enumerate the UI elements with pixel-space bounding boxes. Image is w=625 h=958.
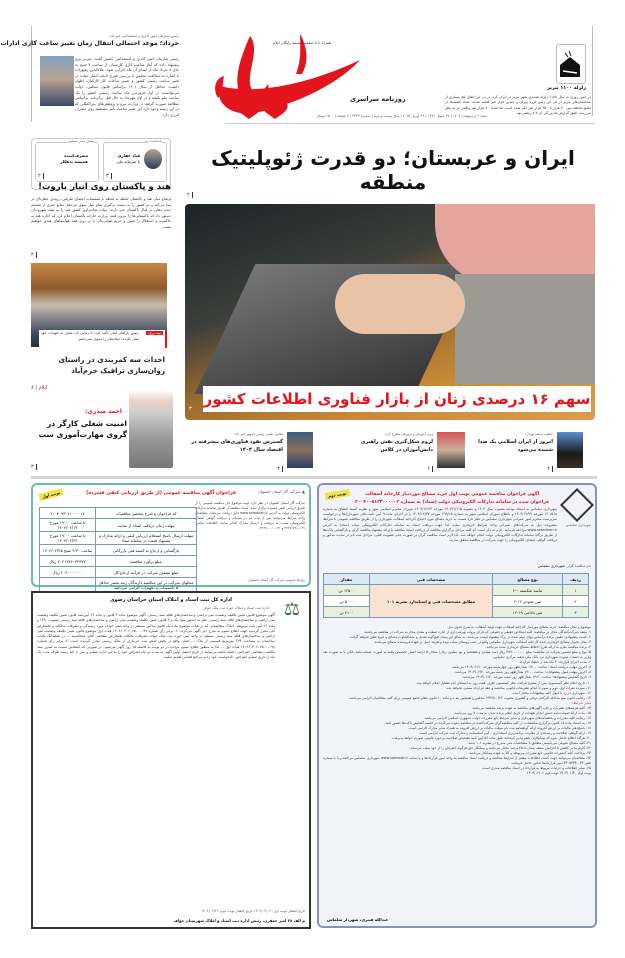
earthquake-house-icon [556, 44, 586, 84]
sleeve-shape [455, 274, 595, 384]
asphalt-clause: ۱۹- ارائه گواهی صلاحیت و رتبه‌بندی از معاونت برنامه‌ریزی استانداری - کپی اساسنامه و مدارک ثبت شرکت الزامی است. [418, 730, 591, 735]
registry-subtitle: اداره ثبت اسناد و املاک حوزه ثبت ملک خواف [202, 606, 269, 610]
registry-title: اداره کل ثبت اسناد و املاک استان خراسان رضوی [109, 597, 232, 603]
worker-photo [129, 390, 173, 468]
asphalt-clause: ۱۰- تاریخ اعلام نظر کمیسیون: پس از مفتوح قرائت، نظر کمیسیون ظرف هفت روز به استثنای ایام تعطیل اعلام خواهد شد. [415, 680, 591, 685]
mini-story-1-photo [557, 432, 583, 468]
asphalt-org-label: نام مناقصه گزار: [565, 564, 591, 568]
author-avatar [144, 149, 162, 169]
registry-body: آگهی موضوع قانون تعیین تکلیف وضعیت ثبتی اراضی و ساختمان‌های فاقد سند رسمی. آگهی موضوع ماده ۳ قانون و ماده ۱۳ آیین‌نامه قانون تعیین تکلیف وضعیت ثبتی اراضی و ساختمان‌های فاقد سند رسمی. نظر به دستور مواد یک و ۳ قانون تعیین تکلیف وضعیت ثبتی اراضی و ساختمان‌های فاقد سند رسمی مصوب ۱۳۹۰ و ماده ۱۳ آیین نامه مربوطه، املاک متقاضیانی که در هیأت موضوع ماده یک قانون مذکور مستقر در واحد ثبتی خواف مورد رسیدگی و تصرفات مالکانه و بلامعارض آنان محرز گردیده جهت اطلاع عموم به شرح ذیل آگهی می‌گردد. ۱- برابر رأی شماره ۱۴۰۴۶۰۳۰۶۰۷۵۰۰۰۰۹۷ هیأت اول موضوع قانون تعیین تکلیف وضعیت ثبتی اراضی و ساختمان‌های فاقد سند رسمی مستقر در واحد ثبتی حوزه ثبت ملک خواف تصرفات مالکانه بلامعارض متقاضی آقای عبدالحمید ... در ششدانگ یکباب ساختمان به مساحت ۲۷۴ مترمربع قسمتی از پلاک ... اصلی واقع در بخش شش ثبت خریداری از مالک رسمی محرز گردیده است. ۲- برابر رأی شماره ۱۴۰۴۶۰۳۰۶۰۷۵۰۰۰۰۹۸ هیأت اول ... لذا به منظور اطلاع عموم مراتب در دو نوبت به فاصله ۱۵ روز آگهی می‌شود. در صورتی که اشخاص نسبت به صدور سند مالکیت متقاضی اعتراضی داشته باشند می‌توانند از تاریخ انتشار اولین آگهی به مدت دو ماه اعتراض خود را به این اداره تسلیم و پس از اخذ رسید ظرف مدت یک ماه از تاریخ تسلیم اعتراض، دادخواست خود را به مراجع قضایی تقدیم نمایند. [37, 613, 276, 660]
gas-cell: تا ساعت ۱۹:۰۰ مورخ ۱۴۰۴/۰۲/۱۳ [40, 519, 96, 532]
gas-cell: ساعت ۹:۳۰ صبح ۱۴۰۴/۰۲/۲۵ [40, 545, 96, 556]
asphalt-clause: نوبت اول ۱۴۰۴/۰۱/۳۰ نوبت دوم ۱۴۰۴/۰۲/۰۶ [526, 771, 591, 776]
top-right-title[interactable]: زلزله ۱۱۰۰ تبریز [547, 86, 586, 91]
berri-label: نبیه بری: [147, 331, 161, 335]
asphalt-badge: نوبت دوم [325, 489, 350, 500]
top-left-photo [40, 56, 74, 106]
asphalt-clause: ۴- برنده مناقصه ملزم به ارائه طرح اختلاط مصالح خریداری شده می‌باشد. [485, 645, 591, 650]
left-story-title[interactable]: هند و پاکستان روی انبار باروت! [38, 182, 171, 192]
column-1[interactable] [103, 139, 167, 182]
mini-story-2-title: لزوم شکل‌گیری نقش راهبری دانش‌آموزان در کلاس [360, 439, 433, 453]
gas-cell: ۲۰۴۱۹۳۶۰۳۴۳۷۷ ریال [40, 556, 96, 567]
asphalt-clause: ۵- نوع و مبلغ تضمین شرکت در مناقصه: مبلغ ۳۸۹۰۰۰۰۰۰۰ ریال (سه میلیارد و هشتصد و نود میلیون ریال) معادل ۵ درصد اعتبار تخصیص یافته به صورت ضمانت‌نامه بانکی یا به صورت نقد واریز به حساب سپرده شهرداری نزد بانک ملی شعبه مرکزی سلماس. [323, 650, 591, 660]
asphalt-clause: ۱۶- رعایت کلیه مقررات و بخشنامه‌های شهرداری و سایر شرایط تابع مقررات دولت جمهوری اسلامی الزامی می‌باشد. [423, 715, 591, 720]
asphalt-tender-ad [317, 483, 597, 928]
row-1-qty: ۱۲۵۰۰ تن [324, 585, 370, 596]
asphalt-clauses [323, 625, 591, 913]
registry-signature: م الف ۲۸ امیر جعفری، رئیس اداره ثبت اسناد و املاک شهرستان خواف [173, 918, 305, 923]
spec-cell: مطابق مشخصات فنی و استاندارد نشریه ۱۰۱ [370, 585, 493, 618]
asphalt-clause: ۷- آخرین مهلت دریافت اسناد: ساعت ۱۹:۰۰ بعدازظهر روز چهارشنبه مورخه ۱۴۰۴/۰۲/۱۰ می‌باشد. [451, 665, 591, 670]
hands-shape [335, 274, 465, 334]
asphalt-clause: ۲- قیمت پیشنهادی: تعیین برنده براساس بهای تمام شده در برگ پیشنهاد قیمت می‌باشد. به مبالغ این پیمان هیچ‌گونه تعدیل و مابه‌التفاوت مصالح و غیره تعلق نخواهد گرفت. [348, 635, 591, 640]
th-qty: مقدار [324, 574, 370, 585]
top-left-title[interactable]: خرداد؛ موعد احتمالی انتقال زمان تغییر ساعت کاری ادارات [0, 40, 179, 47]
gas-table [39, 507, 197, 592]
asphalt-clause: ۲۱- کلیه مصالح تحویلی می‌بایستی مطابق با مشخصات فنی مندرج در نشریه ۱۰۱ باشد. [467, 741, 591, 746]
row-2-qty: ۵۰۰۰ تن [324, 596, 370, 607]
row-1-item: ماسه شکسته ۰-۶ [493, 585, 563, 596]
asphalt-table [323, 573, 589, 618]
mini-story-1[interactable] [473, 432, 583, 472]
gas-footer: روابط عمومی شرکت گاز استان اصفهان [247, 578, 305, 582]
main-photo-caption-text: سهم ۱۶ درصدی زنان از بازار فناوری اطلاعات کشور [203, 390, 591, 408]
gas-cell: بازگشایی و ارجاع به کمیته فنی بازرگانی [96, 545, 197, 556]
masthead-logo[interactable] [210, 14, 370, 124]
asphalt-intro: شهرداری سلماس به استناد بودجه مصوب سال ۱۴۰۴ و مصوبه ۱۴۰۳/۱۲/۱۵ مورخه ۱۴۰۳/۱۲/۲۳ شورای محترم اسلامی شهر و نظریه کمیته انطباق به شماره ۱۴۰/۵۱۸ مورخه ۱۴۰۳/۱۲/۲۹ و باطلاع شورای اسلامی شهر به شماره ۲۹۹/۱۵ مورخه ۱۴۰۳/۱۲/۲۷ و در اجرای ماده ۹ آیین نامه مالی شهرداری‌ها و درخواست سرپرست محترم امور عمرانی شهرداری سلماس در نظر دارد نسبت به خرید مصالح مورد احتیاج کارخانه آسفالت شهرداری را از طریق مناقصه عمومی با شرایط مشروحه ذیل به شرکت‌های عمرانی واجد شرایط خریداری نماید. لذا جهت دریافت اسناد به سامانه تدارکات الکترونیکی دولت (ستاد) به آدرس www.setadiran.ir مراجعه فرمایید. لازم به ذکر است که کلیه مراحل برگزاری مناقصه از دریافت اسناد مناقصه تا ارائه پیشنهاد مناقصه گران و بازگشایی پاکت‌ها از طریق درگاه سامانه تدارکات الکترونیکی دولت انجام خواهد شد. لذا لازم است مناقصه گران در صورت عدم عضویت قبلی، مراحل ثبت نام در سایت مذکور و دریافت گواهی امضای الکترونیکی را جهت شرکت در مناقصه محقق سازند. [323, 507, 557, 543]
table-row [40, 545, 197, 556]
column-2-author: مصرف‌کننده [64, 153, 88, 158]
gas-cell: تا ساعت ۱۹:۰۰ مورخ ۱۴۰۴/۰۲/۲۴ [40, 532, 96, 545]
th-spec: مشخصات فنی [370, 574, 493, 585]
main-photo[interactable] [185, 204, 595, 420]
mini-story-3-photo [287, 432, 313, 468]
top-left-kicker: رئیس سازمان امور اداری و استخدامی خبر داد: [108, 34, 179, 38]
row-1-n: ۱ [563, 585, 589, 596]
asphalt-clause: سایر شرایط: [572, 700, 591, 705]
khorramabad-page: ۶ [31, 385, 34, 391]
berri-caption-box [39, 330, 167, 348]
row-3-n: ۳ [563, 607, 589, 618]
berri-caption: رئیس پارلمان لبنان تأکید کرد: تا زمانی که دشمن به تعهدات خود عمل نکرده، سلاحمان را تحویل نمی‌دهیم. [41, 331, 139, 341]
table-row [40, 532, 197, 545]
table-row [40, 556, 197, 567]
asphalt-clause: ۱۸- پاسخ‌دهی مالیات بر ارزش افزوده ارائه گواهینامه ثبت نام موقت مالیات بر ارزش افزوده به همراه سایر مدارک الزامی است. [408, 725, 591, 730]
gas-cell: مبلغ برآورد مناقصه [96, 556, 197, 567]
row-2-item: شن نخودی ۱۲-۶ [493, 596, 563, 607]
gas-cell: مهلت زمان دریافت اسناد از سایت [96, 519, 197, 532]
column-2-page: ۲ [38, 173, 44, 179]
asphalt-clause: ۹- تاریخ گشایش پیشنهادها: ساعت ۱۴:۳۰ بعدازظهر روز شنبه مورخه ۱۴۰۴/۰۲/۲۰ می‌باشد. [461, 675, 591, 680]
asphalt-clause: موضوع و محل مناقصه: خرید مصالح موردنیاز کارخانه آسفالت جهت تولید آسفالت به شرح جدول ذیل. [446, 625, 591, 629]
gas-badge: نوبت اول [39, 488, 64, 501]
th-item: نوع مصالح [493, 574, 563, 585]
gas-th-1: ۲۰۰۴۰۹۳۰۱۱۰۰۰۰۱۷ [40, 508, 96, 519]
gas-org: شرکت گاز استان اصفهان [258, 489, 301, 494]
th-row: ردیف [563, 574, 589, 585]
mini-story-3-kicker: معاون علمی رئیس جمهور خبر داد: [234, 432, 283, 436]
asphalt-clause: ۲۴- متقاضیان می‌توانند جهت کسب اطلاعات بیشتر از شرایط مناقصه و دریافت اسناد مناقصه به واحد امور قراردادها و یا سایت www.salmasb.ir شهرداری سلماس مراجعه و یا با شماره تلفن ۰۴۴-۴۳۰۵۳۴۴ امور قراردادها تماس حاصل فرمایند. [323, 756, 592, 766]
asphalt-title-1: آگهی فراخوان مناقصه عمومی نوبت اول خرید مصالح موردنیاز کارخانه آسفالت [364, 492, 540, 497]
gas-cell: ۴۰۴۰۰۰۰۰۰۰ ریال [40, 567, 96, 578]
worker-kicker: احمد میدری: [85, 408, 122, 415]
registry-ad [31, 591, 311, 929]
khorramabad-title[interactable]: احداث سه کمربندی در راستای روان‌سازی ترافیک خرم‌آباد [58, 355, 165, 375]
main-photo-page: ۳ [189, 406, 192, 412]
asphalt-clause: ۲۵- سایر اطلاعات و جزئیات مربوط به قرارداد در اسناد مناقصه مندرج است. [481, 766, 591, 771]
row-3-qty: ۴۱۰۰ تن [324, 607, 370, 618]
column-1-page: ۳ [106, 173, 112, 179]
row-3-item: شن بادامی ۱۹-۱۲ [493, 607, 563, 618]
mini-story-2-page: ۶ [427, 466, 433, 472]
main-headline-page: ۲ [187, 192, 193, 198]
asphalt-signature: عبدالله قنبری، شهردار سلماس [327, 917, 389, 922]
gas-th-0: کد فراخوان و شرح مختصر مناقصات [96, 508, 197, 519]
gas-logo [258, 489, 305, 494]
top-left-news-box [0, 26, 180, 122]
gas-cell: محلهای شرکت در این مناقصه دارندگان رتبه معتبر حداقل ۵ تأسیسات و تجهیزات الزامی می‌باشد [96, 578, 197, 592]
table-row [324, 585, 589, 596]
asphalt-org-logo-text: شهرداری سلماس [565, 523, 591, 527]
column-2[interactable] [35, 139, 99, 182]
justice-scales-icon: ⚖ [283, 599, 301, 620]
asphalt-clause: ۱- پیشه شرکت‌کنندگان مجاز در مناقصه: کلیه اشخاص حقیقی و حقوقی که دارای پروانه بهره‌برداری از اداره صنعت و معدن مجاز به شرکت در مناقصه می‌باشند. [363, 630, 591, 635]
asphalt-org-value: شهرداری سلماس [538, 564, 565, 568]
left-story-page: ۴ [31, 252, 37, 258]
mini-story-1-page: ۲ [547, 466, 553, 472]
logo-mark [210, 14, 370, 124]
registry-dates: تاریخ انتشار نوبت اول: ۱۴۰۴/۰۲/۰۶ تاریخ انتشار نوبت دوم: ۱۴۰۴/۰۲/۲۱ [201, 909, 305, 913]
column-2-title: همیشه بدهکار [60, 159, 88, 164]
asphalt-clause: ۱۷- به استناد ماده ۱۸ قانون برگزاری مناقصات، از کلیه مناقصه‌گران شرکت‌کننده در مناقصه دعوت می‌گردد در جلسه گشایش پاکت‌ها حضور یابند. [384, 720, 591, 725]
table-row [40, 578, 197, 592]
column-1-label: یادداشت روز [143, 139, 162, 143]
gas-tender-ad [31, 483, 311, 590]
mini-story-3[interactable] [185, 432, 313, 472]
hijab-shape [435, 204, 595, 284]
asphalt-clause: ۳- محل تحویل مصالح خریداری شده کارخانه آسفالت شهرداری سلماس واقع در جنب روستای میاب بوده و هزینه حمل بر عهده فروشنده مصالح می‌باشد. [373, 640, 591, 645]
khorramabad-tag: ایلام [38, 385, 48, 391]
gas-title: فراخوان آگهی مناقصه عمومی (از طریق ارزیابی کیفی فشرده) [86, 491, 236, 496]
left-story-body: اوضاع میان هند و پاکستان لحظه به لحظه با تصمیمات اعضای طرفین، روندی خطرناک در پیدا می‌کند و دو کشور را به سمت درگیری تمام عیار سوق می‌دهد. منابع خبری از تصمیم جدید دهلی در قبال پاکستان خبر دارند. دولت شاه‌نزاوی کشور هند را به همه شهروندان دستور داد که پاکستانی‌ها را بیرون کنند. وزارت خارجه پاکستان اعلام کرد که اجازه هند به حاکمیت و استقلال را تعیین و حریم هوایی‌مان را بر روی همه هواپیماهای هندی خواهیم بست. [31, 197, 171, 229]
mini-story-1-kicker: خطیب جمعه تهران: [525, 432, 553, 436]
mini-story-2-photo [437, 432, 465, 468]
table-row [40, 519, 197, 532]
main-photo-caption [203, 386, 591, 412]
column-1-title: با سرمایه ملی [116, 159, 140, 164]
asphalt-clause: ۱۵- مدت ارائه ضمانت‌نامه حسن انجام تعهدات از تاریخ اعلام برنده شدن به مدت ۷ روز می‌باشد. [453, 710, 591, 715]
worker-title[interactable]: امنیت شغلی کارگر در گروی مهارت‌آموزی ست [38, 419, 127, 439]
column-1-author: قباد غفاری [117, 153, 140, 158]
main-headline[interactable]: ایران و عربستان؛ دو قدرت ژئوپلیتیک منطقه [211, 146, 575, 194]
asphalt-org-row [538, 564, 591, 568]
asphalt-clause: ۱۱- سپرده نفرات اول، دوم و سوم تا انجام تشریفات قانونی مناقصه و عقد قرارداد مسترد نخواهد شد. [445, 685, 591, 690]
asphalt-clause: ۱۴- کلیه هزینه‌های نشریات و چاپ آگهی‌های مناقصه به عهده برنده مناقصه می‌باشد. [471, 705, 591, 710]
top-left-body: رئیس سازمان امور اداری و استخدامی کشور گفت: دوزیر نیرو پیشنهاد داده که آغاز ساعت کاری کارمندان از ساعت ۷ صبح به جای ۸ خرداد ماه از ابتدای آن ماه اجرایی شود. علاءالدین رفیع‌زاده با اشاره به مخالفت مجلس با بررسی فوری لایحه اختیار دولت در تغییر ساعت رسمی کشور و تعیین ساعات کار کارکنان، اظهار داشت: حداقل از سال ۱۴۰۱ براساس قانون مجلس، دولت می‌توانست در اول فروردین ماه ساعت رسمی کشور را یک ساعت جلو بکشد و در اول مهرماه به حال قبل برگرداند. براساس مطالعه صورت گرفته در وزارت نیرو و پژوهش‌های بین‌المللی که در این زمینه وجود دارد این تغییر ساعت تأثیر مستقیم روی مصرف انرژی دارد. [75, 56, 180, 117]
table-row [40, 567, 197, 578]
asphalt-clause: ۱۳- رعایت قانون منع مداخله کارکنان دولتی و کشوری مصوب ۱۳۳۷/۱۰/۲۲ مجلس و همچنین بند د و ماده ۱۰ قانون نظام جامع عمومی برای کلیه متقاضیان الزامی می‌باشد. [348, 695, 591, 700]
worker-page: ۳ [31, 464, 37, 470]
masthead-tagline: همراه با ۸ صفحه ضمیمه رایگان ایلام [273, 40, 331, 45]
asphalt-clause: ۱۲- شهرداری در رد یا قبول کلیه پیشنهادات مختار است. [511, 690, 591, 695]
asphalt-clause: ۸- آخرین مهلت قبول پیشنهادات: ساعت ۱۹:۰۰ بعدازظهر روز شنبه مورخه ۱۴۰۴/۰۲/۲۰ می‌باشد. [453, 670, 591, 675]
top-right-body: در چنین روزی به سال ۱۱۷۷ زلزله شدیدی شهر تبریز در ایران کرد. در پی این اتفاق تلخ بسیاری از ساختمان‌های تبریز در اثر این زمین لرزه ویران و چندین هزار نفر کشته شدند. تعداد کشته‌ها در منابع مختلف بین ۴۰ هزار تا ۲۵۰ هزار نفر ذکر شده است اما تعداد ۸۰ هزار نفر واقعی تر به نظر می‌رسد. طبق گزارش ها بزرگی آن ۷.۷ ریشتر بود. [445, 95, 591, 116]
khorramabad-page-row: ۶ | ایلام [31, 385, 48, 391]
gas-cell: مهلت ارسال پاسخ استعلام ارزیابی کیفی و ارائه مدارک و پیشنهاد قیمت در سامانه ستاد [96, 532, 197, 545]
gas-body: شرکت گاز استان اصفهان در نظر دارد جهت موضوع ذیل مناقصه عمومی را از طریق ارزیابی کیفی فشرده برگزار نماید. اسناد مناقصه از طریق سامانه تدارکات الکترونیکی دولت به آدرس www.setadiran.ir قابل دریافت می‌باشد. متقاضیان واجد شرایط می‌توانند پس از ثبت نام در سامانه و دریافت گواهی امضای الکترونیکی نسبت به دریافت و ارسال مدارک اقدام نمایند. اطلاعات تماس: ۰۳۱-۳۶۲۶۱۲۸۰ و ۰۳۱-۳۶۲۷۰۰۰۰. [195, 501, 305, 530]
issue-divider [225, 123, 595, 124]
mini-story-1-title: امروز از ایران اسلامی یک صدا شنیده می‌شود [478, 439, 553, 453]
asphalt-clause: ۲۰- هرگاه اطلاع حاصل شود که پیمانکاران باهم تبانی کرده‌اند طبق ماده ۵۶ آیین نامه تشخیص صلاحیت برخورد قانونی صورت خواهد پذیرفت. [391, 736, 591, 741]
masthead-subtitle: روزنامه سراسری [350, 95, 406, 103]
issue-info: شنبه ۶ اردیبهشت ۱۴۰۴ | ۲۷ شوال ۱۴۴۶ | ۲۶ آوریل ۲۰۲۵ | سال بیست و دوم | شماره ۴۳۴۳ | ۸ صفحه | ۱۵۰۰ تومان [316, 114, 487, 118]
gas-cell [40, 578, 96, 592]
asphalt-clause: ۲۳- پرداخت کلیه کسورات قانونی تابع مقررات مربوطه و کلاً به عهده پیمانکار می‌باشد. [468, 751, 591, 756]
asphalt-clause: ۶- مدت اجرای قرارداد: ۳ ماه بعد از انعقاد قرارداد. [518, 660, 591, 665]
column-2-label: سخن مدیر مسئول [67, 139, 94, 143]
asphalt-title-2: فراخوان شده در سامانه تدارکات الکترونیکی دولت (ستاد) به شماره ۲۰۰۴۰۰۵۱۲۳۰۰۰۰۰۲ [355, 500, 549, 505]
row-2-n: ۲ [563, 596, 589, 607]
section-divider [31, 476, 597, 479]
gas-flame-icon: ▲ [301, 489, 305, 494]
mini-story-3-page: ۴ [277, 466, 283, 472]
mini-story-3-title: گسترش نفوذ فناوری‌های پیشرفته در اقتصاد سال ۱۴۰۴ [191, 439, 283, 453]
gas-cell: مبلغ تضمین شرکت در فرآیند ارجاع کار [96, 567, 197, 578]
mini-story-2-kicker: وزیر آموزش و پرورش مطرح کرد: [384, 432, 433, 436]
asphalt-clause: ۲۲- کارفرما در کاهش یا افزایش سقف پیمان تا ۲۵ درصد مختار می‌باشد و پیمانکار حق هرگونه اعتراض را از خود سلب می‌نماید. [408, 746, 591, 751]
mini-story-2[interactable] [323, 432, 465, 472]
